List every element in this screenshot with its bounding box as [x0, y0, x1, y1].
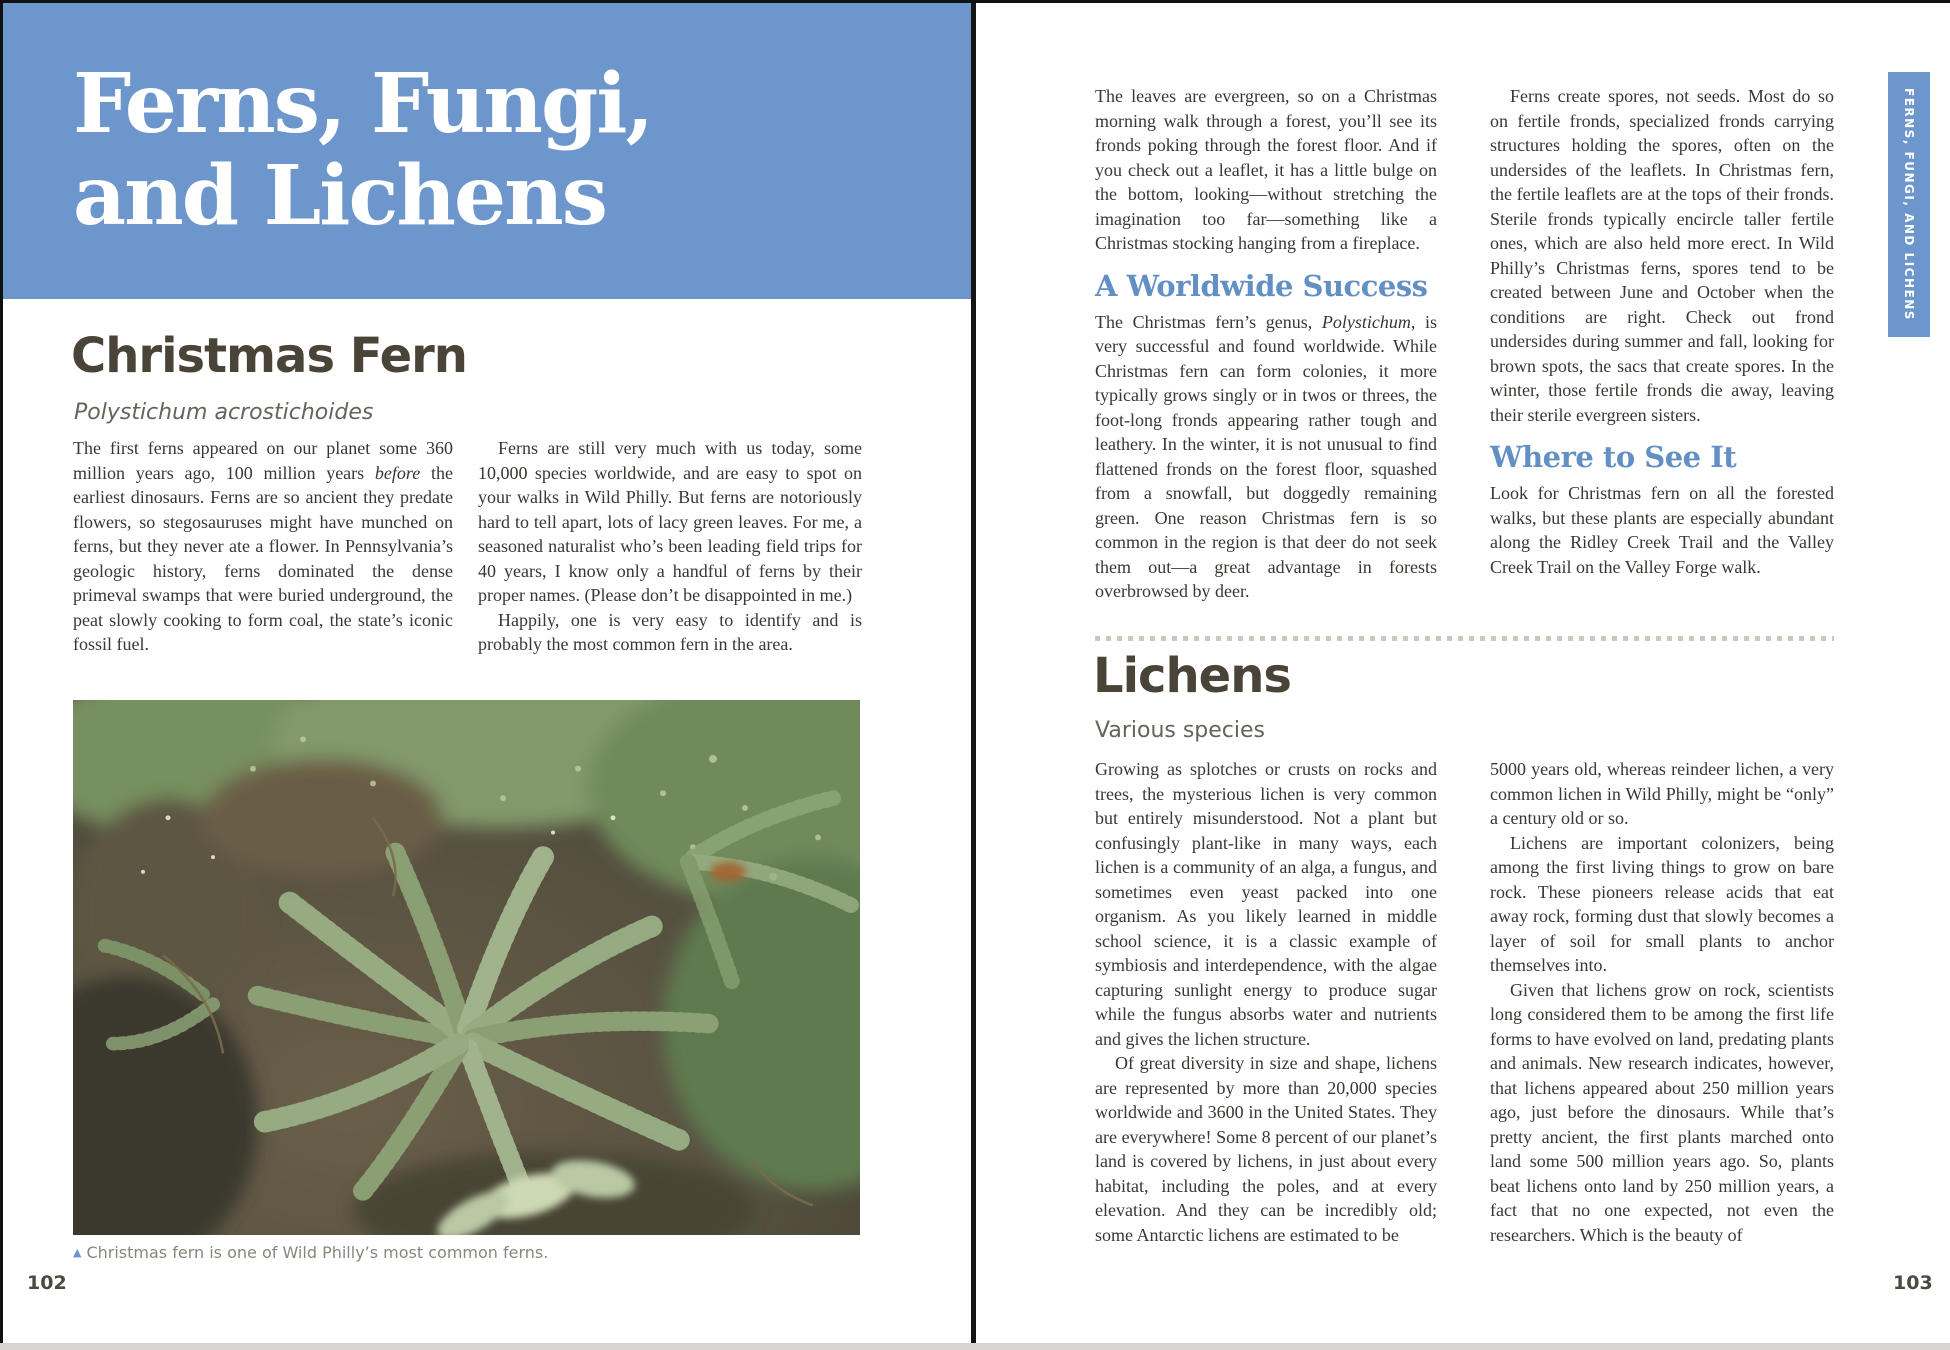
species-name: Polystichum acrostichoides — [74, 400, 374, 425]
caption-triangle-icon: ▲ — [73, 1246, 82, 1259]
chapter-side-tab — [1888, 72, 1930, 337]
chapter-side-tab-label: FERNS, FUNGI, AND LICHENS — [1902, 88, 1916, 321]
caption-text: Christmas fern is one of Wild Philly’s most common ferns. — [86, 1243, 549, 1262]
article-title-lichens: Lichens — [1093, 648, 1291, 704]
christmas-fern-photo — [73, 700, 860, 1235]
lichens-column-2 — [1490, 757, 1834, 1247]
paragraph: Lichens are important colonizers, being among the first living things to grow on bare rock. These pioneers release acids that eat away rock, forming dust that slowly becomes a layer of soil for small plants to anchor themselves into. — [1490, 832, 1834, 975]
heading-a-worldwide-success: A Worldwide Success — [1095, 268, 1428, 303]
article-title-christmas-fern: Christmas Fern — [71, 328, 467, 384]
paragraph: Happily, one is very easy to identify and is probably the most common fern in the area. — [478, 609, 862, 654]
page-number-left: 102 — [27, 1272, 67, 1294]
paragraph: The Christmas fern’s genus, Polystichum, is very successful and found worldwide. While Christmas fern can form colonies, it more typically grows singly or in twos or threes, the foot-long fronds appearing rather tough and leathery. In the winter, it is not unusual to find flattened fronds on the forest floor, squashed from a snowfall, but doggedly remaining green. One reason Christmas fern is so common in the region is that deer do not seek them out—a great advantage in forests overbrowsed by deer. — [1095, 311, 1437, 601]
chapter-title-line2: and Lichens — [73, 148, 606, 244]
page-gutter — [971, 0, 976, 1350]
frame-left-edge — [0, 0, 3, 1350]
paragraph: The first ferns appeared on our planet some 360 million years ago, 100 million years before the earliest dinosaurs. Ferns are so ancient they predate flowers, so stegosauruses might have munched on ferns, but they never ate a flower. In Pennsylvania’s geologic history, ferns dominated the dense primeval swamps that were buried underground, the peat slowly cooking to form coal, the state’s iconic fossil fuel. — [73, 438, 453, 654]
frame-top-edge — [0, 0, 1950, 3]
frame-bottom-edge — [0, 1343, 1950, 1350]
page-number-right: 103 — [1893, 1272, 1933, 1294]
chapter-title-line1: Ferns, Fungi, — [73, 56, 653, 152]
paragraph: The leaves are evergreen, so on a Christmas morning walk through a forest, you’ll see its fronds poking through the forest floor. And if you check out a leaflet, it has a little bulge on the bottom, looking—without stretching the imagination too far—something like a Christmas stocking hanging from a fireplace. — [1095, 86, 1437, 253]
right-page-column-2 — [1490, 84, 1834, 579]
left-page-column-2 — [478, 436, 862, 657]
paragraph: 5000 years old, whereas reindeer lichen, a very common lichen in Wild Philly, might be “only” a century old or so. — [1490, 759, 1834, 828]
paragraph: Ferns create spores, not seeds. Most do so on fertile fronds, specialized fronds carrying structures holding the spores, often on the undersides of the leaflets. In Christmas fern, the fertile leaflets are at the tops of their fronds. Sterile fronds typically encircle taller fertile ones, which are also held more erect. In Wild Philly’s Christmas ferns, spores tend to be created between June and October when the conditions are right. Check out frond undersides during summer and fall, looking for brown spots, the sacs that create spores. In the winter, those fertile fronds die away, leaving their sterile evergreen sisters. — [1490, 86, 1834, 425]
right-page-column-1 — [1095, 84, 1437, 604]
lichens-column-1 — [1095, 757, 1437, 1247]
left-page-column-1 — [73, 436, 453, 657]
paragraph: Ferns are still very much with us today, some 10,000 species worldwide, and are easy to spot on your walks in Wild Philly. But ferns are notoriously hard to tell apart, lots of lacy green leaves. For me, a seasoned naturalist who’s been leading field trips for 40 years, I know only a handful of ferns by their proper names. (Please don’t be disappointed in me.) — [478, 438, 862, 605]
photo-caption — [73, 1243, 548, 1262]
paragraph: Growing as splotches or crusts on rocks and trees, the mysterious lichen is very common but entirely misunderstood. Not a plant but confusingly plant-like in many ways, each lichen is a community of an alga, a fungus, and sometimes even yeast packed into one organism. As you likely learned in middle school science, it is a classic example of symbiosis and interdependence, with the algae capturing sunlight energy to produce sugar while the fungus absorbs water and nutrients and gives the lichen structure. — [1095, 759, 1437, 1049]
chapter-banner — [3, 3, 973, 299]
dotted-section-divider — [1095, 636, 1834, 641]
heading-where-to-see-it: Where to See It — [1490, 440, 1737, 474]
paragraph: Of great diversity in size and shape, lichens are represented by more than 20,000 species worldwide and 3600 in the United States. They are everywhere! Some 8 percent of our planet’s land is covered by lichens, in just about every habitat, including the poles, and at every elevation. And they can be incredibly old; some Antarctic lichens are estimated to be — [1095, 1053, 1437, 1245]
lichens-species-label: Various species — [1095, 718, 1266, 743]
paragraph: Look for Christmas fern on all the forested walks, but these plants are especially abundant along the Ridley Creek Trail and the Valley Creek Trail on the Valley Forge walk. — [1490, 483, 1834, 577]
paragraph: Given that lichens grow on rock, scientists long considered them to be among the first life forms to have evolved on land, predating plants and animals. New research indicates, however, that lichens appeared about 250 million years ago, just before the dinosaurs. While that’s pretty ancient, the first plants marched onto land some 500 million years ago. So, plants beat lichens onto land by 250 million years, a fact that no one expected, not even the researchers. Which is the beauty of — [1490, 979, 1834, 1245]
chapter-title — [73, 58, 652, 242]
